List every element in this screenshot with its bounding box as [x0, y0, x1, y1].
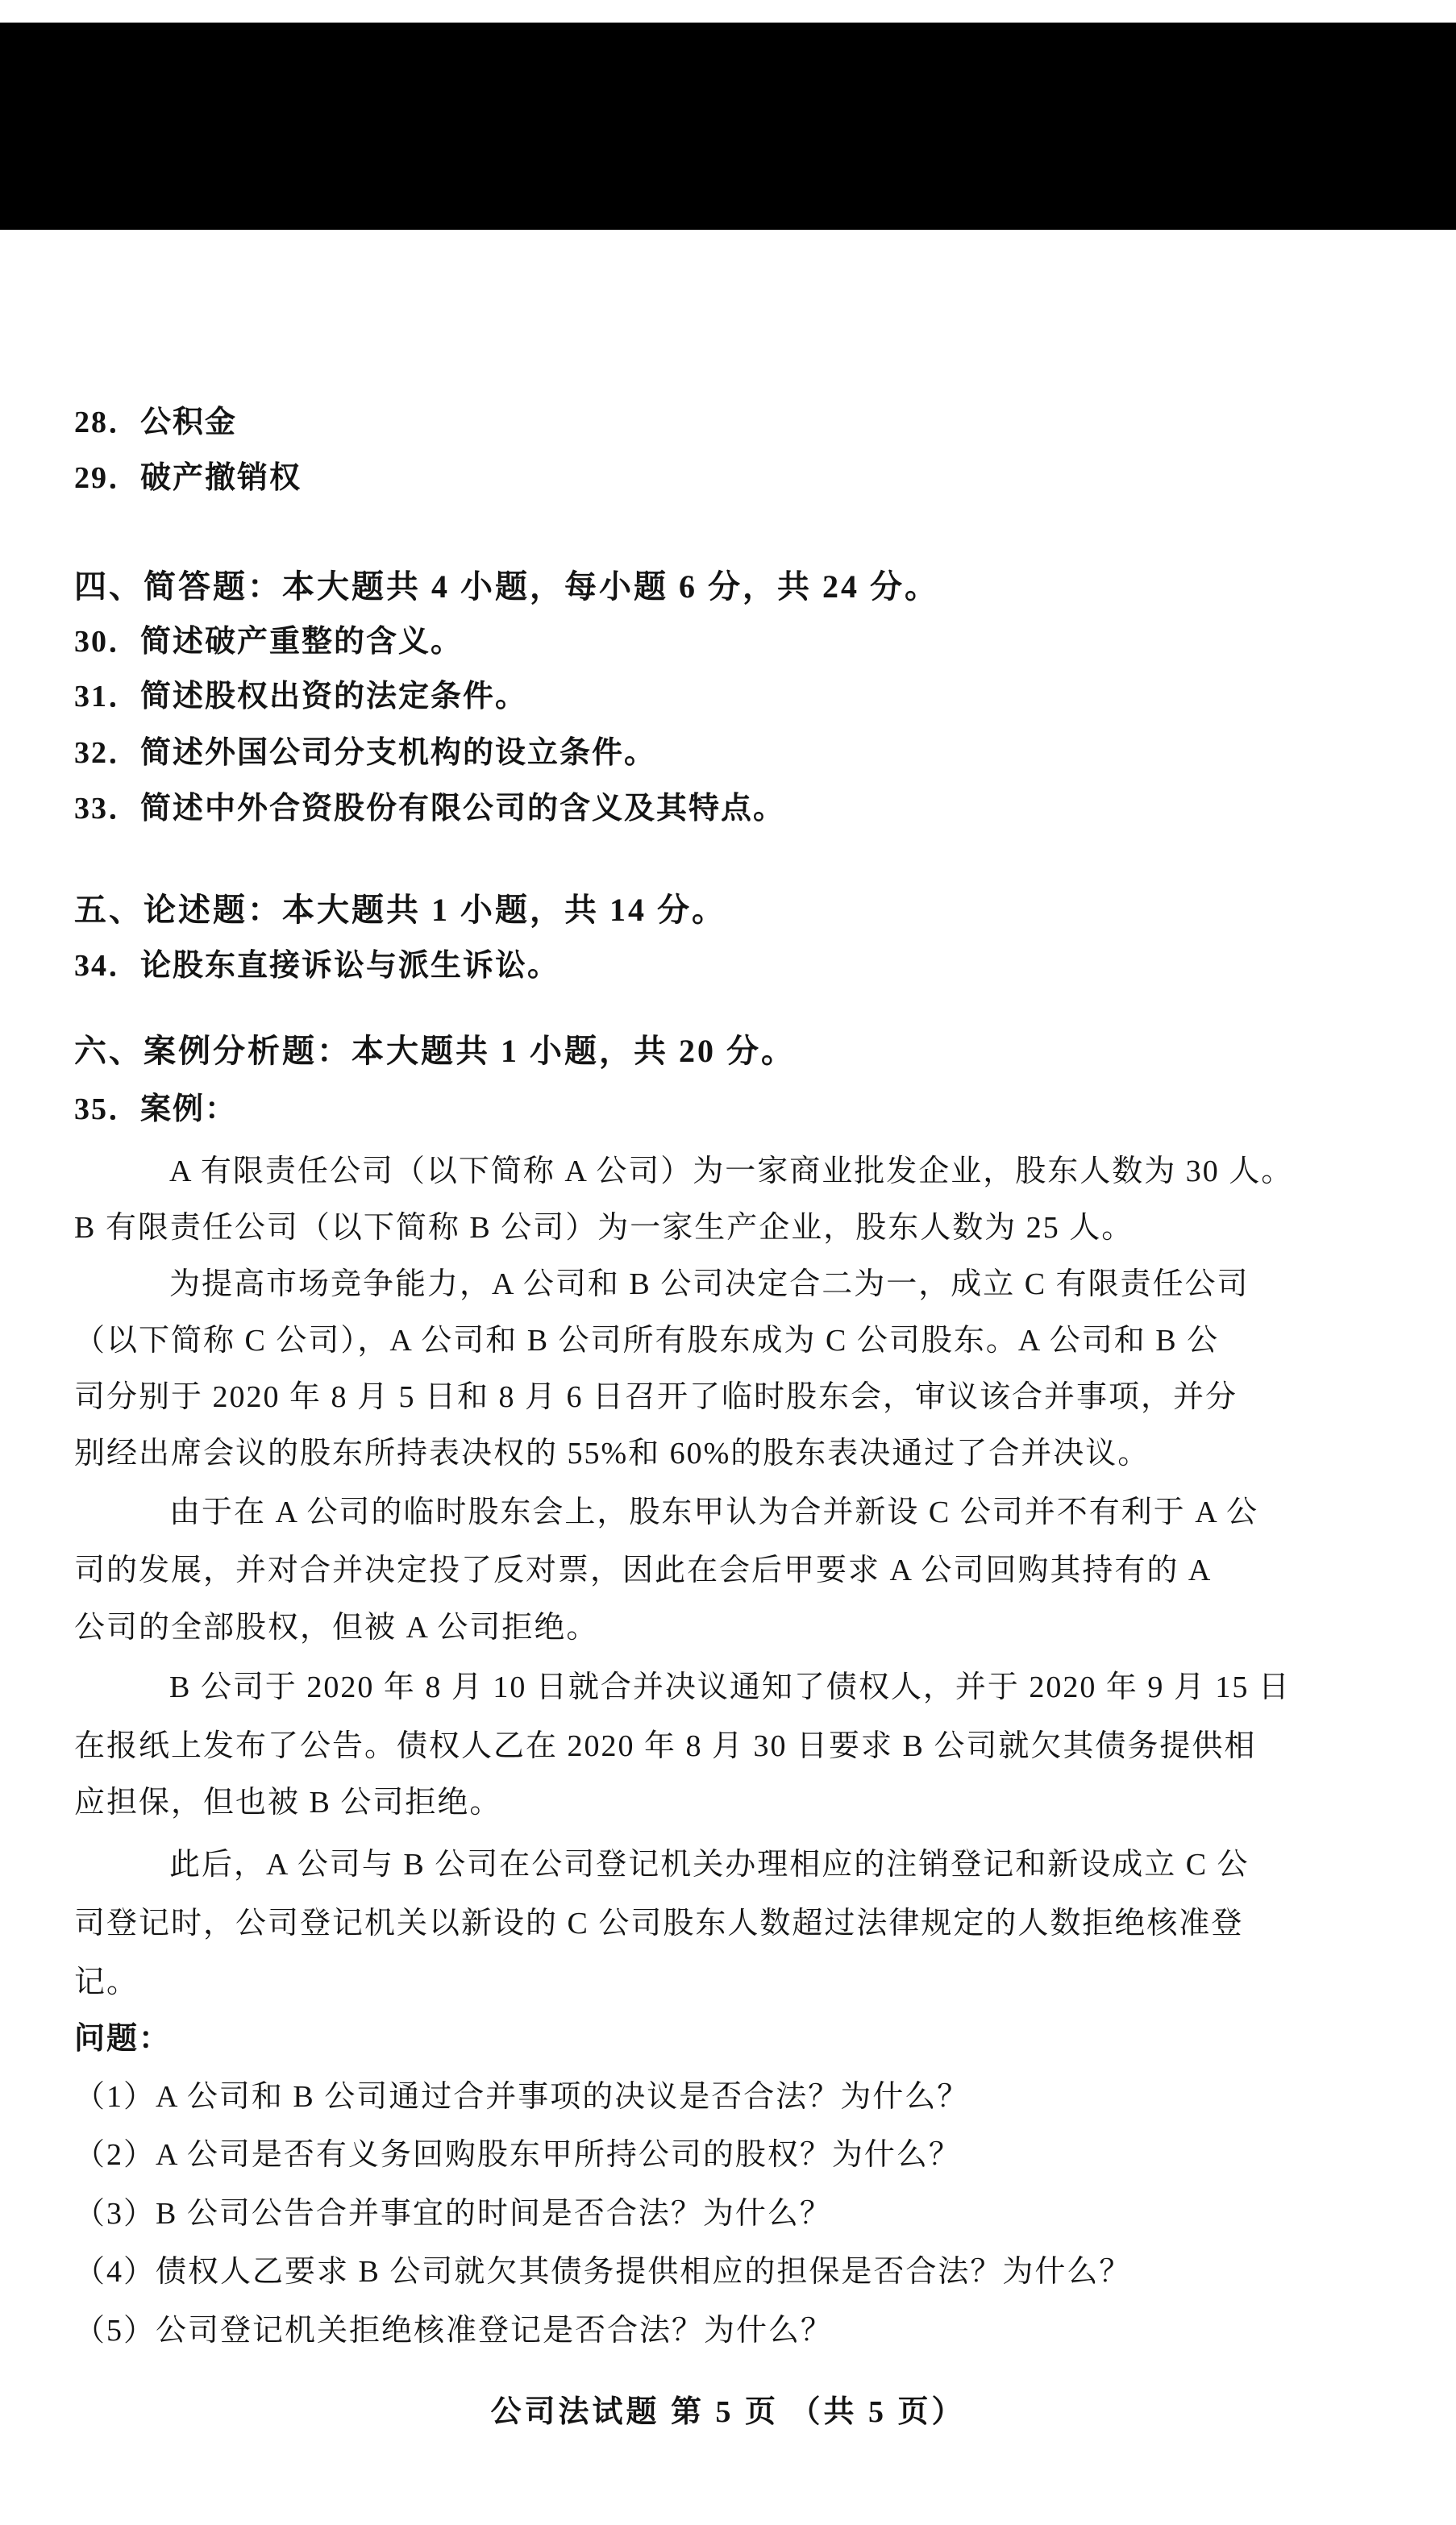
case-line-14: 司登记时，公司登记机关以新设的 C 公司股东人数超过法律规定的人数拒绝核准登 — [74, 1907, 1244, 1941]
case-line-15: 记。 — [74, 1966, 139, 1999]
item-31: 31．简述股权出资的法定条件。 — [74, 680, 528, 713]
section-heading-6: 六、案例分析题：本大题共 1 小题，共 20 分。 — [74, 1033, 796, 1069]
case-line-8: 司的发展，并对合并决定投了反对票，因此在会后甲要求 A 公司回购其持有的 A — [74, 1554, 1213, 1587]
section-heading-5: 五、论述题：本大题共 1 小题，共 14 分。 — [74, 892, 726, 928]
case-question-5: （5）公司登记机关拒绝核准登记是否合法？为什么？ — [74, 2314, 834, 2348]
questions-label: 问题： — [74, 2022, 172, 2056]
page-footer: 公司法试题 第 5 页 （共 5 页） — [490, 2395, 966, 2429]
case-question-4: （4）债权人乙要求 B 公司就欠其债务提供相应的担保是否合法？为什么？ — [74, 2255, 1132, 2289]
section-heading-4: 四、简答题：本大题共 4 小题，每小题 6 分，共 24 分。 — [74, 568, 939, 605]
case-line-9: 公司的全部股权，但被 A 公司拒绝。 — [74, 1611, 599, 1645]
item-32: 32．简述外国公司分支机构的设立条件。 — [74, 736, 657, 770]
item-35: 35．案例： — [74, 1092, 238, 1126]
case-line-10: B 公司于 2020 年 8 月 10 日就合并决议通知了债权人，并于 2020 年 9 月 15 日 — [169, 1670, 1291, 1704]
case-line-2: B 有限责任公司（以下简称 B 公司）为一家生产企业，股东人数为 25 人。 — [74, 1211, 1134, 1245]
item-30: 30．简述破产重整的含义。 — [74, 625, 464, 659]
case-line-5: 司分别于 2020 年 8 月 5 日和 8 月 6 日召开了临时股东会，审议该合并事项，并分 — [74, 1380, 1238, 1414]
item-33: 33．简述中外合资股份有限公司的含义及其特点。 — [74, 792, 786, 826]
case-line-12: 应担保，但也被 B 公司拒绝。 — [74, 1786, 502, 1820]
case-question-3: （3）B 公司公告合并事宜的时间是否合法？为什么？ — [74, 2197, 832, 2231]
case-line-7: 由于在 A 公司的临时股东会上，股东甲认为合并新设 C 公司并不有利于 A 公 — [169, 1495, 1259, 1529]
case-line-3: 为提高市场竞争能力，A 公司和 B 公司决定合二为一，成立 C 有限责任公司 — [169, 1267, 1250, 1301]
case-question-2: （2）A 公司是否有义务回购股东甲所持公司的股权？为什么？ — [74, 2138, 961, 2172]
case-line-1: A 有限责任公司（以下简称 A 公司）为一家商业批发企业，股东人数为 30 人。 — [169, 1154, 1294, 1188]
item-29: 29．破产撤销权 — [74, 461, 302, 495]
item-28: 28．公积金 — [74, 406, 238, 439]
case-question-1: （1）A 公司和 B 公司通过合并事项的决议是否合法？为什么？ — [74, 2080, 970, 2114]
item-34: 34．论股东直接诉讼与派生诉讼。 — [74, 949, 560, 983]
case-line-4: （以下简称 C 公司），A 公司和 B 公司所有股东成为 C 公司股东。A 公司和 B 公 — [74, 1324, 1220, 1358]
case-line-6: 别经出席会议的股东所持表决权的 55%和 60%的股东表决通过了合并决议。 — [74, 1437, 1150, 1470]
case-line-11: 在报纸上发布了公告。债权人乙在 2020 年 8 月 30 日要求 B 公司就欠其债务提供相 — [74, 1729, 1257, 1763]
case-line-13: 此后，A 公司与 B 公司在公司登记机关办理相应的注销登记和新设成立 C 公 — [169, 1848, 1250, 1882]
